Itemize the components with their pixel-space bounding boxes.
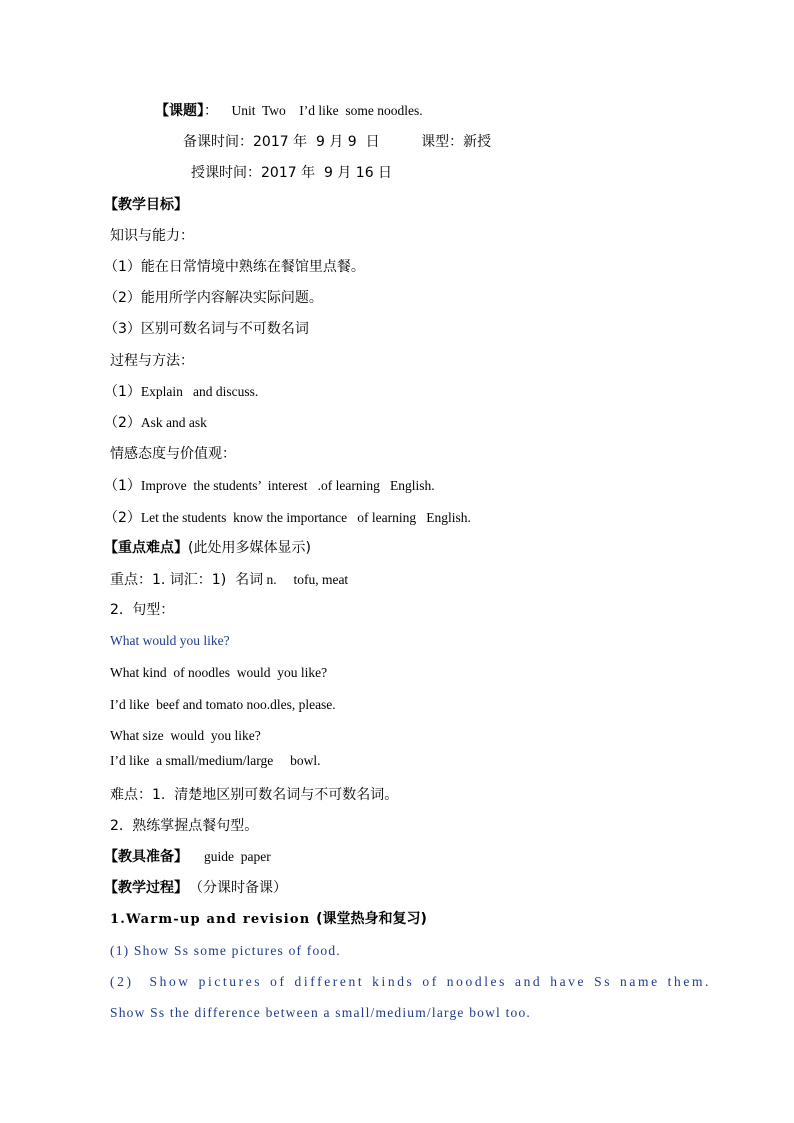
sentence-4: What size would you like? (110, 728, 261, 743)
topic-colon: ： (204, 103, 218, 119)
teach-time-date: 2017 年 9 月 16 日 (261, 165, 393, 181)
prep-time-date: 2017 年 9 月 9 日 (253, 134, 380, 150)
emotion-item-1 (104, 477, 435, 496)
emotion-item-num: （1） (104, 478, 141, 494)
step-1-line-3: Show Ss the difference between a small/medium/large bowl too. (110, 1005, 531, 1020)
objectives-heading: 【教学目标】 (104, 197, 188, 213)
lesson-type-value: 新授 (463, 134, 492, 150)
key-vocab-line (110, 571, 348, 590)
materials-line (104, 848, 271, 867)
topic-line (155, 102, 423, 121)
lesson-type-label: 课型： (421, 134, 464, 150)
sentence-3: I’d like beef and tomato noo.dles, please. (110, 697, 336, 712)
step-1-title-en: 1.Warm-up and revision (110, 912, 317, 927)
step-1-title-cn: (课堂热身和复习) (316, 911, 427, 927)
knowledge-title: 知识与能力： (110, 228, 194, 244)
process-item-text: Explain and discuss. (140, 384, 259, 399)
emotion-item-text: Let the students know the importance of learning English. (140, 510, 471, 525)
topic-text: Unit Two I’d like some noodles. (231, 103, 423, 118)
emotion-item-2 (104, 509, 471, 528)
emotion-item-text: Improve the students’ interest .of learning English. (140, 478, 435, 493)
knowledge-item-2: （2）能用所学内容解决实际问题。 (104, 290, 323, 306)
prep-time-line (183, 133, 491, 152)
difficult-point-2: 2. 熟练掌握点餐句型。 (110, 818, 259, 834)
process-item-num: （1） (104, 384, 141, 400)
process-item-2 (104, 414, 207, 433)
materials-heading: 【教具准备】 (104, 849, 188, 865)
key-points-note: (此处用多媒体显示) (188, 540, 311, 556)
knowledge-item-1: （1）能在日常情境中熟练在餐馆里点餐。 (104, 259, 365, 275)
prep-time-label: 备课时间： (183, 134, 253, 150)
process-heading: 【教学过程】 (104, 880, 188, 896)
process-note: （分课时备课） (196, 880, 287, 896)
sentence-2: What kind of noodles would you like? (110, 665, 328, 680)
sentence-5: I’d like a small/medium/large bowl. (110, 753, 321, 768)
process-heading-line (104, 879, 287, 898)
materials-value: guide paper (204, 849, 271, 864)
key-vocab-words: n. tofu, meat (263, 572, 349, 587)
knowledge-item-3: （3）区别可数名词与不可数名词 (104, 321, 309, 337)
process-item-1 (104, 383, 258, 402)
key-points-heading-line (104, 539, 311, 558)
difficult-point-1: 难点：1. 清楚地区别可数名词与不可数名词。 (110, 787, 399, 803)
process-method-title: 过程与方法： (110, 353, 194, 369)
topic-label: 【课题】 (155, 103, 204, 119)
emotion-title: 情感态度与价值观： (110, 446, 236, 462)
process-item-text: Ask and ask (140, 415, 207, 430)
teach-time-label: 授课时间： (191, 165, 261, 181)
process-item-num: （2） (104, 415, 141, 431)
step-1-line-2: (2) Show pictures of different kinds of noodles and have Ss name them. (110, 974, 712, 989)
step-1-title (110, 910, 427, 929)
key-vocab-prefix: 重点：1. 词汇：1) 名词 (110, 572, 264, 588)
teach-time-line (191, 164, 392, 183)
emotion-item-num: （2） (104, 510, 141, 526)
sentence-pattern-title: 2. 句型： (110, 602, 175, 618)
step-1-line-1: (1) Show Ss some pictures of food. (110, 943, 341, 958)
key-points-heading: 【重点难点】 (104, 540, 188, 556)
sentence-1: What would you like? (110, 633, 230, 648)
